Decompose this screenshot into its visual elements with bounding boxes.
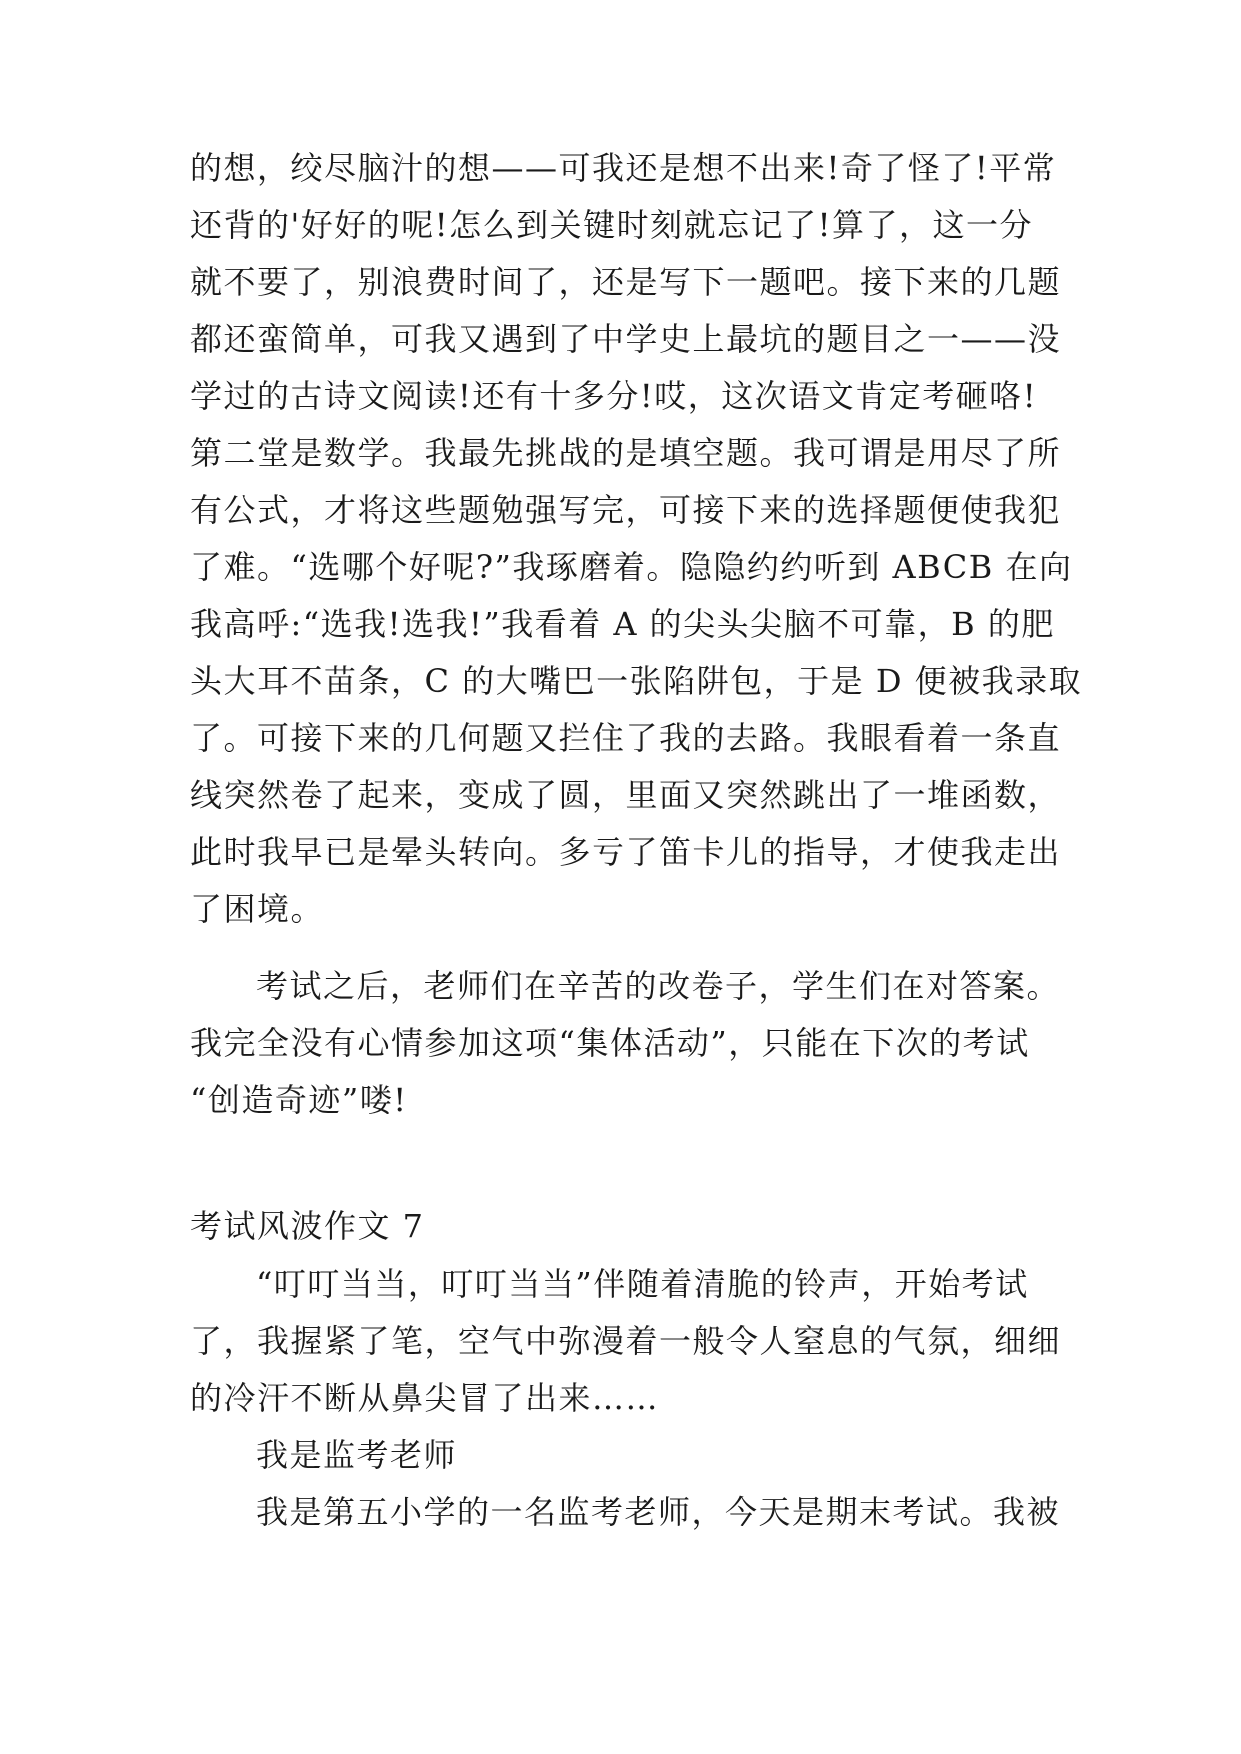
body-line: 我高呼:“选我!选我!”我看着 A 的尖头尖脑不可靠，B 的肥 [190, 605, 1055, 643]
body-line: “创造奇迹”喽! [190, 1081, 408, 1119]
body-line: 线突然卷了起来，变成了圆，里面又突然跳出了一堆函数， [190, 776, 1062, 814]
body-line: 有公式，才将这些题勉强写完，可接下来的选择题便使我犯 [190, 491, 1062, 529]
body-line: 了难。“选哪个好呢?”我琢磨着。隐隐约约听到 ABCB 在向 [190, 548, 1073, 586]
essay-title: 考试风波作文 7 [190, 1207, 425, 1245]
body-line: 了。可接下来的几何题又拦住了我的去路。我眼看着一条直 [190, 719, 1062, 757]
body-line: 就不要了，别浪费时间了，还是写下一题吧。接下来的几题 [190, 263, 1062, 301]
body-line: 的冷汗不断从鼻尖冒了出来…… [190, 1379, 660, 1417]
body-line: 我完全没有心情参加这项“集体活动”，只能在下次的考试 [190, 1024, 1030, 1062]
body-line: 考试之后，老师们在辛苦的改卷子，学生们在对答案。 [256, 967, 1061, 1005]
body-line: 还背的'好好的呢!怎么到关键时刻就忘记了!算了，这一分 [190, 206, 1034, 244]
body-line: 我是第五小学的一名监考老师，今天是期末考试。我被 [256, 1493, 1061, 1531]
subheading: 我是监考老师 [256, 1436, 458, 1474]
body-line: 头大耳不苗条，C 的大嘴巴一张陷阱包，于是 D 便被我录取 [190, 662, 1083, 700]
body-line: “叮叮当当，叮叮当当”伴随着清脆的铃声，开始考试 [256, 1265, 1029, 1303]
body-line: 学过的古诗文阅读!还有十多分!哎，这次语文肯定考砸咯! [190, 377, 1038, 415]
body-line: 此时我早已是晕头转向。多亏了笛卡儿的指导，才使我走出 [190, 833, 1062, 871]
body-line: 了困境。 [190, 890, 325, 928]
body-line: 第二堂是数学。我最先挑战的是填空题。我可谓是用尽了所 [190, 434, 1062, 472]
body-line: 了，我握紧了笔，空气中弥漫着一般令人窒息的气氛，细细 [190, 1322, 1062, 1360]
body-line: 的想，绞尽脑汁的想——可我还是想不出来!奇了怪了!平常 [190, 149, 1057, 187]
body-line: 都还蛮简单，可我又遇到了中学史上最坑的题目之一——没 [190, 320, 1062, 358]
